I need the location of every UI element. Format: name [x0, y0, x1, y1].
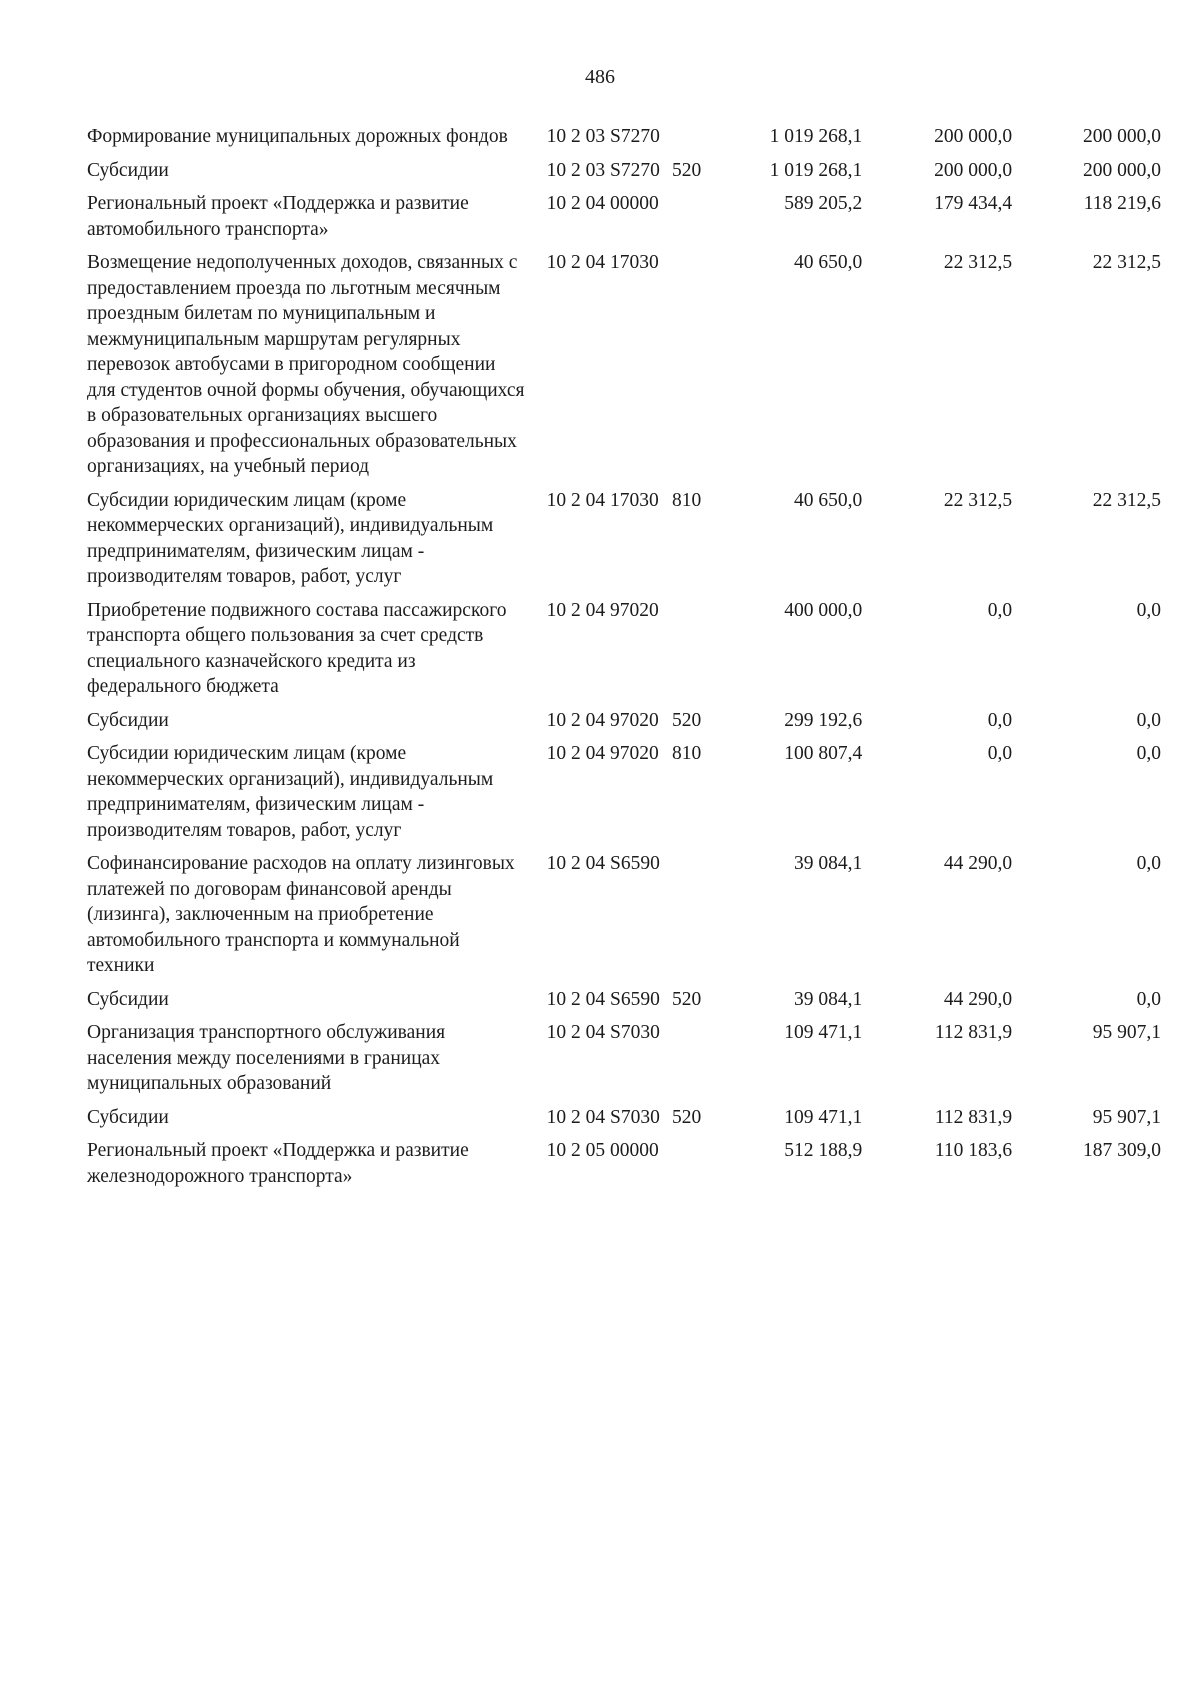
row-amount-year1: 100 807,4: [784, 743, 863, 764]
row-name: Формирование муниципальных дорожных фондов: [87, 126, 508, 147]
row-amount-year3: 95 907,1: [1092, 1106, 1161, 1128]
row-amount-year3: 0,0: [1136, 599, 1161, 621]
row-code: 10 2 04 S6590: [546, 988, 660, 1010]
row-expense-type: [670, 598, 713, 708]
row-amount-year3: 0,0: [1136, 853, 1161, 874]
row-amount-year2: 110 183,6: [934, 1140, 1013, 1161]
row-expense-type: [670, 1138, 713, 1197]
row-code: 10 2 04 S6590: [546, 853, 660, 874]
row-amount-year2: 0,0: [987, 599, 1013, 621]
row-name: Субсидии: [87, 988, 169, 1010]
row-amount-year1: 299 192,6: [784, 709, 863, 731]
table-row: [87, 741, 1161, 851]
row-expense-type: 810: [671, 743, 702, 764]
row-amount-year2: 44 290,0: [943, 853, 1013, 874]
row-amount-year3: 187 309,0: [1083, 1140, 1161, 1161]
row-name: Софинансирование расходов на оплату лизинговых платежей по договорам финансовой аренды (лизинга), заключенным на приобретение автомобильного транспорта и коммунальной техники: [87, 853, 515, 976]
row-name: Субсидии: [87, 1106, 169, 1128]
table-row: [87, 1105, 1161, 1139]
row-code: 10 2 05 00000: [546, 1140, 659, 1161]
row-amount-year3: 0,0: [1136, 988, 1161, 1010]
row-amount-year1: 1 019 268,1: [769, 126, 863, 147]
row-code: 10 2 04 S7030: [546, 1106, 660, 1128]
row-amount-year1: 109 471,1: [784, 1106, 863, 1128]
row-name: Региональный проект «Поддержка и развитие железнодорожного транспорта»: [87, 1140, 469, 1187]
row-amount-year2: 112 831,9: [934, 1106, 1013, 1128]
table-body: [87, 124, 1161, 1197]
row-amount-year2: 112 831,9: [934, 1022, 1013, 1043]
row-expense-type: [670, 1020, 713, 1105]
row-name: Организация транспортного обслуживания населения между поселениями в границах муниципальных образований: [87, 1022, 446, 1094]
row-name: Субсидии: [87, 709, 169, 731]
row-expense-type: [670, 124, 713, 158]
row-name: Субсидии: [87, 159, 169, 181]
row-amount-year3: 22 312,5: [1092, 252, 1161, 273]
row-code: 10 2 04 97020: [546, 599, 659, 621]
row-amount-year2: 22 312,5: [943, 489, 1013, 511]
row-code: 10 2 04 S7030: [546, 1022, 660, 1043]
row-expense-type: 520: [671, 159, 702, 181]
row-amount-year2: 200 000,0: [934, 159, 1013, 181]
row-name: Возмещение недополученных доходов, связанных с предоставлением проезда по льготным месячным проездным билетам по муниципальным и межмуниципальным маршрутам регулярных перевозок автобусами в пригородном сообщении для студентов очной формы обучения, обучающихся в образовательных организациях высшего образования и профессиональных образовательных организациях, на учебный период: [87, 252, 525, 477]
row-code: 10 2 04 97020: [546, 709, 659, 731]
row-amount-year3: 200 000,0: [1083, 126, 1161, 147]
table-row: [87, 191, 1161, 250]
row-code: 10 2 03 S7270: [546, 126, 660, 147]
row-name: Приобретение подвижного состава пассажирского транспорта общего пользования за счет средств специального казначейского кредита из федерального бюджета: [87, 599, 507, 697]
row-amount-year1: 109 471,1: [784, 1022, 863, 1043]
row-amount-year2: 179 434,4: [934, 193, 1013, 214]
table-row: [87, 1020, 1161, 1105]
table-row: [87, 987, 1161, 1021]
row-amount-year3: 95 907,1: [1092, 1022, 1161, 1043]
row-expense-type: 810: [671, 489, 702, 511]
row-code: 10 2 04 17030: [546, 489, 659, 511]
row-amount-year1: 39 084,1: [793, 853, 863, 874]
row-amount-year3: 0,0: [1136, 709, 1161, 731]
row-amount-year1: 39 084,1: [793, 988, 863, 1010]
row-expense-type: [670, 851, 713, 987]
row-code: 10 2 03 S7270: [546, 159, 660, 181]
page-number: 486: [585, 66, 615, 88]
row-code: 10 2 04 97020: [546, 743, 659, 764]
table-row: [87, 1138, 1161, 1197]
table-row: [87, 158, 1161, 192]
row-amount-year1: 40 650,0: [793, 489, 863, 511]
row-amount-year1: 40 650,0: [793, 252, 863, 273]
table-row: [87, 708, 1161, 742]
row-expense-type: 520: [671, 1106, 702, 1128]
row-amount-year3: 0,0: [1136, 743, 1161, 764]
row-name: Региональный проект «Поддержка и развитие автомобильного транспорта»: [87, 193, 469, 240]
row-amount-year2: 44 290,0: [943, 988, 1013, 1010]
row-amount-year1: 512 188,9: [784, 1140, 863, 1161]
row-amount-year1: 400 000,0: [784, 599, 863, 621]
row-amount-year2: 0,0: [987, 743, 1013, 764]
row-expense-type: [670, 191, 713, 250]
row-name: Субсидии юридическим лицам (кроме некоммерческих организаций), индивидуальным предпринимателям, физическим лицам - производителям товаров, работ, услуг: [87, 743, 494, 841]
table-row: [87, 124, 1161, 158]
table-row: [87, 851, 1161, 987]
row-expense-type: [670, 250, 713, 488]
row-name: Субсидии юридическим лицам (кроме некоммерческих организаций), индивидуальным предпринимателям, физическим лицам - производителям товаров, работ, услуг: [87, 489, 494, 587]
row-code: 10 2 04 00000: [546, 193, 659, 214]
row-amount-year2: 0,0: [987, 709, 1013, 731]
budget-table: [87, 124, 1161, 1197]
row-amount-year3: 200 000,0: [1083, 159, 1161, 181]
row-amount-year3: 118 219,6: [1083, 193, 1161, 214]
row-amount-year1: 1 019 268,1: [769, 159, 863, 181]
row-expense-type: 520: [671, 709, 702, 731]
table-row: [87, 488, 1161, 598]
row-amount-year1: 589 205,2: [784, 193, 863, 214]
table-row: [87, 598, 1161, 708]
row-code: 10 2 04 17030: [546, 252, 659, 273]
row-expense-type: 520: [671, 988, 702, 1010]
row-amount-year3: 22 312,5: [1092, 489, 1161, 511]
row-amount-year2: 22 312,5: [943, 252, 1013, 273]
table-row: [87, 250, 1161, 488]
row-amount-year2: 200 000,0: [934, 126, 1013, 147]
